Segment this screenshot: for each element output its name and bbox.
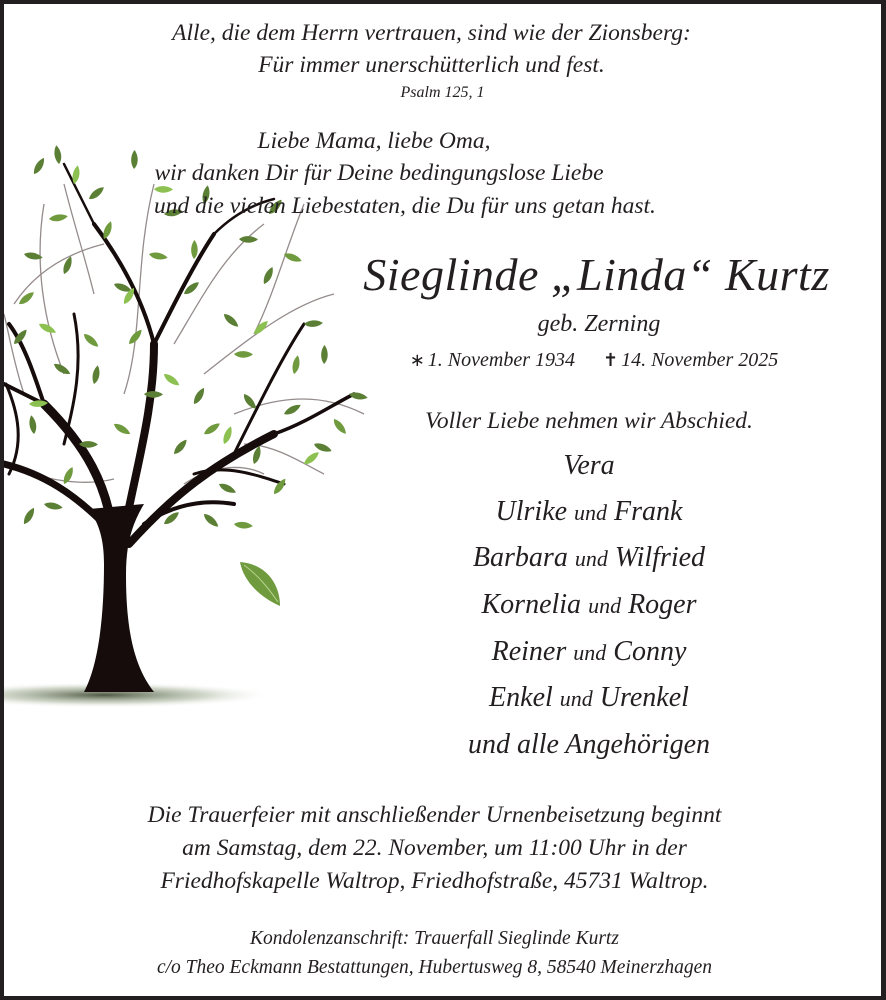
mourner-name: Reiner — [491, 636, 567, 667]
deceased-name: Sieglinde „Linda“ Kurtz — [363, 249, 830, 300]
condolence-line-2: c/o Theo Eckmann Bestattungen, Hubertusweg 8, 58540 Meinerzhagen — [156, 957, 713, 978]
verse-line-2: Für immer unerschütterlich und fest. — [258, 52, 605, 78]
dedication-line-3: und die vielen Liebestaten, die Du für uns getan hast. — [154, 193, 656, 219]
mourner-name: Roger — [628, 589, 697, 620]
obituary-notice — [4, 4, 881, 996]
mourner-line — [404, 729, 774, 761]
dedication-line-1: Liebe Mama, liebe Oma, — [257, 128, 491, 154]
mourner-name: und alle Angehörigen — [467, 729, 711, 760]
mourner-name: Barbara — [472, 542, 568, 573]
verse-line-1: Alle, die dem Herrn vertrauen, sind wie der Zionsberg: — [172, 20, 691, 46]
mourner-conjunction: und — [574, 500, 608, 525]
death-cross-icon: ✝ — [603, 350, 619, 370]
service-line-2: am Samstag, dem 22. November, um 11:00 Uhr in der — [182, 835, 687, 861]
dedication-line-2: wir danken Dir für Deine bedingungslose Liebe — [154, 160, 604, 186]
mourner-line — [404, 542, 774, 574]
mourner-line — [404, 496, 774, 528]
maiden-name: geb. Zerning — [537, 311, 661, 337]
service-line-1: Die Trauerfeier mit anschließender Urnenbeisetzung beginnt — [147, 802, 722, 828]
mourner-line — [404, 682, 774, 714]
birth-star-icon: ∗ — [409, 350, 425, 370]
mourner-line — [404, 636, 774, 668]
condolence-line-1: Kondolenzanschrift: Trauerfall Sieglinde Kurtz — [250, 928, 619, 949]
mourner-name: Ulrike — [495, 496, 568, 527]
life-dates — [404, 349, 784, 372]
mourner-name: Kornelia — [481, 589, 582, 620]
mourner-conjunction: und — [573, 640, 607, 665]
mourner-conjunction: und — [559, 686, 593, 711]
birth-date: 1. November 1934 — [427, 349, 575, 371]
service-line-3: Friedhofskapelle Waltrop, Friedhofstraße, 45731 Waltrop. — [160, 868, 709, 894]
mourner-name: Urenkel — [599, 682, 689, 713]
farewell-line: Voller Liebe nehmen wir Abschied. — [425, 408, 753, 434]
mourner-name: Conny — [613, 636, 687, 667]
mourner-name: Vera — [563, 450, 615, 481]
mourner-line — [404, 450, 774, 482]
verse-reference: Psalm 125, 1 — [400, 84, 485, 101]
mourner-name: Frank — [614, 496, 683, 527]
mourner-conjunction: und — [574, 546, 608, 571]
death-date: 14. November 2025 — [621, 349, 779, 371]
tree-illustration-icon — [4, 144, 384, 714]
mourner-name: Enkel — [489, 682, 553, 713]
mourner-conjunction: und — [588, 593, 622, 618]
mourner-line — [404, 589, 774, 621]
mourner-name: Wilfried — [614, 542, 706, 573]
